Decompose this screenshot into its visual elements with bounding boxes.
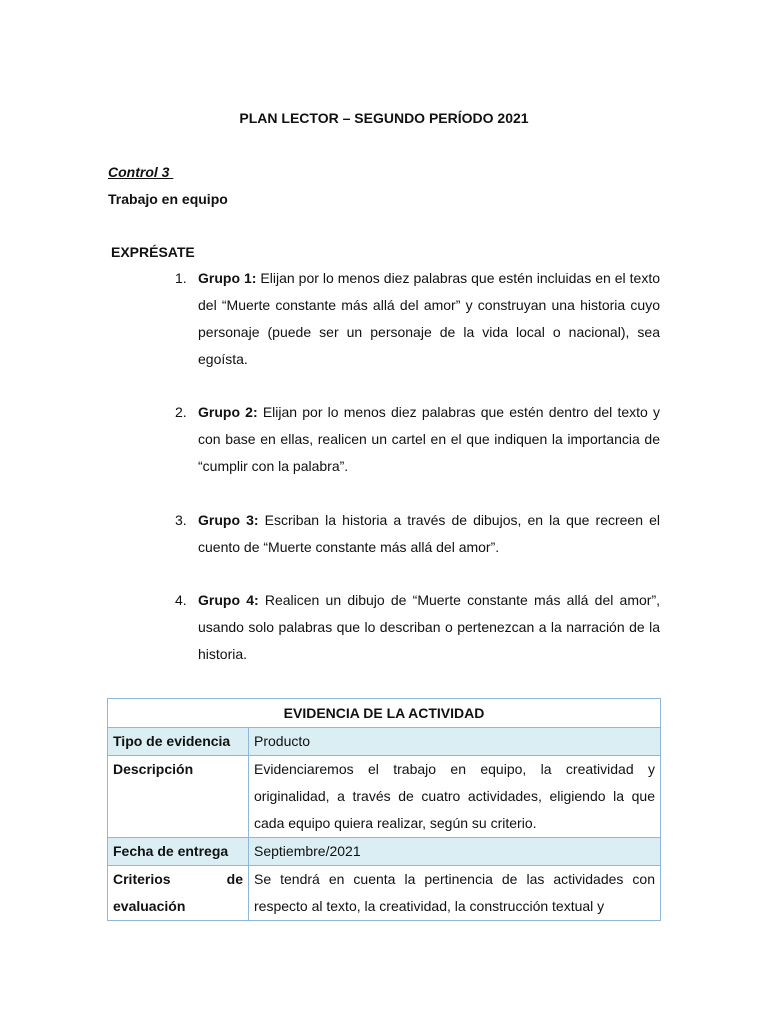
group-label: Grupo 4: (198, 592, 259, 608)
group-number: 4. (175, 592, 187, 608)
row-value-text: Se tendrá en cuenta la pertinencia de las actividades con respecto al texto, la creatividad, la construcción textual y (254, 871, 655, 914)
evidence-table (107, 698, 661, 921)
row-label-text: Fecha de entrega (113, 843, 229, 859)
table-row (108, 838, 661, 866)
control-heading: Control 3 (108, 164, 174, 180)
table-row (108, 728, 661, 756)
group-item-3 (175, 507, 660, 561)
row-value (249, 728, 661, 756)
group-text (198, 265, 660, 373)
group-text (198, 507, 660, 561)
table-row (108, 866, 661, 921)
group-number: 2. (175, 404, 187, 420)
row-value (249, 756, 661, 838)
group-description: Escriban la historia a través de dibujos, en la que recreen el cuento de “Muerte constante más allá del amor”. (198, 512, 660, 555)
group-text (198, 399, 660, 480)
group-item-2 (175, 399, 660, 480)
row-value-text: Producto (254, 733, 311, 749)
row-label-text: Tipo de evidencia (113, 733, 231, 749)
table-row (108, 756, 661, 838)
group-description: Elijan por lo menos diez palabras que estén dentro del texto y con base en ellas, realicen un cartel en el que indiquen la importancia de “cumplir con la palabra”. (198, 404, 660, 474)
row-label (108, 866, 249, 921)
row-label-word: evaluación (113, 898, 186, 914)
group-number: 3. (175, 512, 187, 528)
section-heading: EXPRÉSATE (111, 244, 195, 260)
row-label-word: Criterios (113, 871, 171, 887)
group-number: 1. (175, 270, 187, 286)
row-label-text: Descripción (113, 761, 194, 777)
row-label-word: de (226, 871, 243, 887)
evidence-table-header: EVIDENCIA DE LA ACTIVIDAD (108, 699, 661, 728)
row-value (249, 838, 661, 866)
group-description: Realicen un dibujo de “Muerte constante más allá del amor”, usando solo palabras que lo describan o pertenezcan a la narración de la historia. (198, 592, 660, 662)
group-label: Grupo 1: (198, 270, 257, 286)
group-item-4 (175, 587, 660, 668)
row-label (108, 728, 249, 756)
group-label: Grupo 3: (198, 512, 259, 528)
group-text (198, 587, 660, 668)
document-title: PLAN LECTOR – SEGUNDO PERÍODO 2021 (239, 110, 529, 126)
row-value-text: Septiembre/2021 (254, 843, 361, 859)
group-label: Grupo 2: (198, 404, 258, 420)
row-label-text (113, 866, 243, 893)
row-label (108, 838, 249, 866)
row-value (249, 866, 661, 921)
group-item-1 (175, 265, 660, 373)
row-label (108, 756, 249, 838)
row-value-text: Evidenciaremos el trabajo en equipo, la creatividad y originalidad, a través de cuatro actividades, eligiendo la que cada equipo quiera realizar, según su criterio. (254, 761, 655, 831)
group-description: Elijan por lo menos diez palabras que estén incluidas en el texto del “Muerte constante más allá del amor” y construyan una historia cuyo personaje (puede ser un personaje de la vida local o nacional), sea egoísta. (198, 270, 660, 367)
subtitle: Trabajo en equipo (108, 191, 228, 207)
